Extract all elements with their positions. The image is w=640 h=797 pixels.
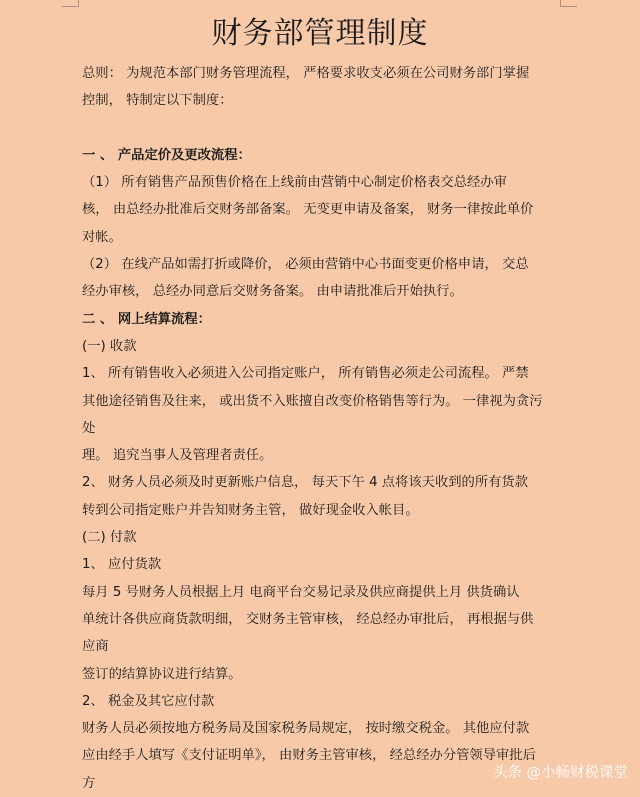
paragraph-line: 理。 追究当事人及管理者责任。 xyxy=(82,448,273,464)
paragraph-line: 核， 由总经办批准后交财务部备案。 无变更申请及备案， 财务一律按此单价 xyxy=(82,202,534,218)
page-corner-mark-left xyxy=(62,0,79,7)
page-corner-mark-right xyxy=(560,0,577,7)
paragraph-line: （2） 在线产品如需打折或降价， 必须由营销中心书面变更价格申请， 交总 xyxy=(82,257,529,273)
paragraph-line: 单统计各供应商货款明细， 交财务主管审核， 经总经办审批后， 再根据与供 xyxy=(82,611,534,627)
paragraph-line: 财务人员必须按地方税务局及国家税务局规定， 按时缴交税金。 其他应付款 xyxy=(82,721,530,737)
paragraph-line: 方 xyxy=(82,775,96,791)
paragraph-line: 应商 xyxy=(82,639,109,655)
paragraph-line: (二) 付款 xyxy=(82,530,137,546)
section-heading: 二 、 网上结算流程： xyxy=(82,311,211,327)
paragraph-line: 其他途径销售及往来， 或出货不入账擅自改变价格销售等行为。 一律视为贪污 xyxy=(82,393,543,409)
paragraph-line: 2、 税金及其它应付款 xyxy=(82,693,215,709)
paragraph-line: (一) 收款 xyxy=(82,338,137,354)
paragraph-line: 每月 5 号财务人员根据上月 电商平台交易记录及供应商提供上月 供货确认 xyxy=(82,584,520,600)
paragraph-line: 1、 应付货款 xyxy=(82,557,162,573)
paragraph-line xyxy=(82,115,582,142)
paragraph-line: 1、 所有销售收入必须进入公司指定账户， 所有销售必须走公司流程。 严禁 xyxy=(82,366,529,382)
paragraph-line: 转到公司指定账户并告知财务主管， 做好现金收入帐目。 xyxy=(82,502,419,518)
paragraph-line: 应由经手人填写《支付证明单》， 由财务主管审核， 经总经办分管领导审批后 xyxy=(82,748,536,764)
paragraph-line: 2、 财务人员必须及时更新账户信息， 每天下午 4 点将该天收到的所有货款 xyxy=(82,475,529,491)
section-heading: 一 、 产品定价及更改流程： xyxy=(82,147,251,163)
watermark-text: 头条 @小畅财税课堂 xyxy=(492,765,628,781)
paragraph-line: 对帐。 xyxy=(82,229,122,245)
paragraph-line: 控制， 特制定以下制度： xyxy=(82,93,233,109)
paragraph-line: （1） 所有销售产品预售价格在上线前由营销中心制定价格表交总经办审 xyxy=(82,175,507,191)
paragraph-line: 总则： 为规范本部门财务管理流程， 严格要求收支必须在公司财务部门掌握 xyxy=(82,66,530,81)
document-body xyxy=(82,60,582,797)
document-title: 财务部管理制度 xyxy=(211,16,429,51)
paragraph-line: 处 xyxy=(82,420,96,436)
paragraph-line: 签订的结算协议进行结算。 xyxy=(82,666,242,682)
paragraph-line: 经办审核， 总经办同意后交财务备案。 由申请批准后开始执行。 xyxy=(82,284,463,300)
